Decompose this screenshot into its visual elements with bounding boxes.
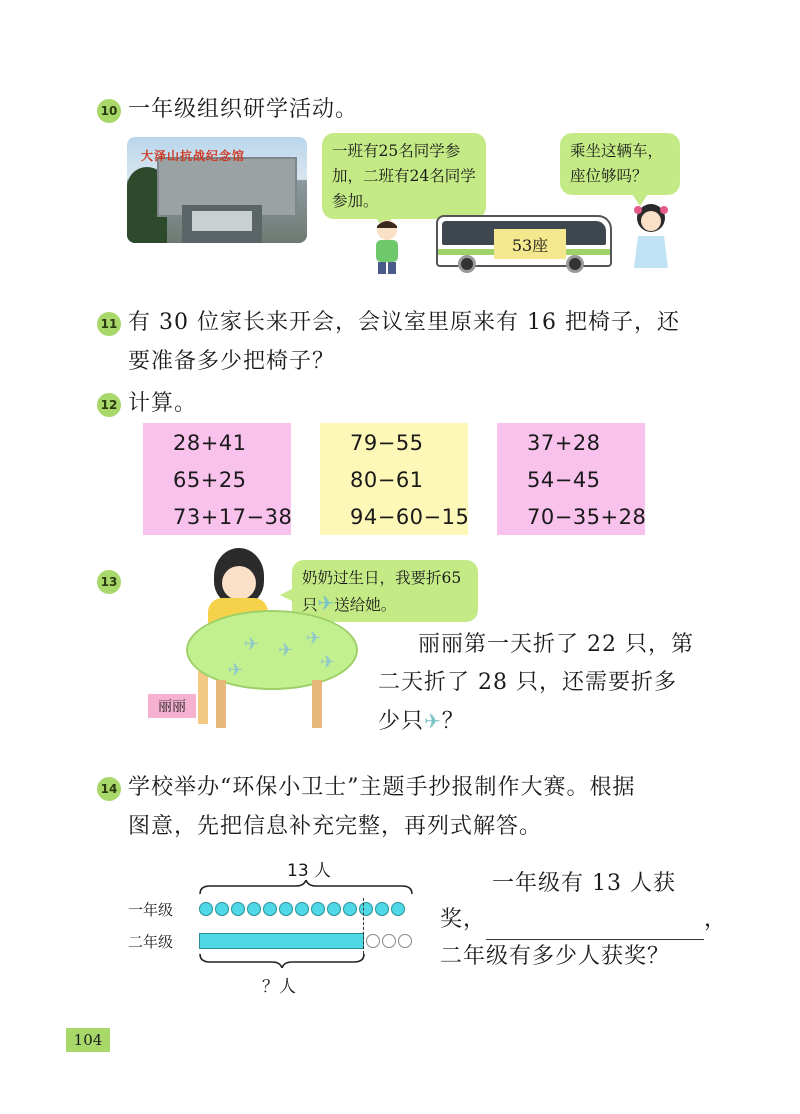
memorial-photo — [127, 137, 307, 243]
filled-circle — [375, 902, 389, 916]
problem-number-10: 10 — [97, 99, 121, 123]
photo-caption: 大泽山抗战纪念馆 — [141, 149, 246, 163]
problem-14-right-line2 — [440, 900, 727, 940]
empty-circle — [382, 934, 396, 948]
bubble-girl-text: 乘坐这辆车，座位够吗？ — [570, 142, 664, 185]
bubble-boy-text: 一班有25名同学参加，二班有24名同学参加。 — [332, 142, 476, 210]
paper-crane-icon: ✈ — [228, 660, 244, 681]
girl-figure-icon — [630, 202, 672, 272]
filled-circle — [215, 902, 229, 916]
bubble-lili-end: 送给她。 — [334, 596, 397, 614]
bus-seat-sign: 53座 — [494, 229, 566, 259]
calc-group-3 — [497, 423, 645, 535]
bubble-lili-text: 奶奶过生日，我要折65只 — [302, 569, 462, 614]
paper-crane-icon: ✈ — [278, 640, 294, 661]
problem-13-line3-text: 少只 — [378, 709, 425, 734]
problem-number-14: 14 — [97, 777, 121, 801]
problem-14-line1: 学校举办“环保小卫士”主题手抄报制作大赛。根据 — [128, 775, 636, 800]
filled-circle — [263, 902, 277, 916]
filled-circle — [359, 902, 373, 916]
calc-expression: 37+28 — [527, 431, 601, 455]
filled-circle — [231, 902, 245, 916]
top-brace — [198, 880, 414, 896]
right-line2-end: ， — [704, 907, 728, 932]
bus-wheel-rear — [566, 255, 584, 273]
filled-circle — [391, 902, 405, 916]
calc-expression: 80−61 — [350, 468, 424, 492]
bottom-bracket-label: ？人 — [262, 977, 296, 997]
calc-group-1 — [143, 423, 291, 535]
filled-circle — [343, 902, 357, 916]
calc-group-2 — [320, 423, 468, 535]
problem-13-line2: 二天折了 28 只，还需要折多 — [378, 670, 677, 695]
problem-number-12: 12 — [97, 393, 121, 417]
paper-crane-icon: ✈ — [317, 591, 335, 615]
calc-expression: 73+17−38 — [173, 505, 293, 529]
table-leg — [312, 680, 322, 728]
grade2-bar — [199, 933, 364, 949]
problem-13-line1: 丽丽第一天折了 22 只，第 — [418, 632, 694, 657]
calc-expression: 54−45 — [527, 468, 601, 492]
filled-circle — [311, 902, 325, 916]
speech-bubble-boy — [322, 133, 486, 219]
paper-crane-icon: ✈ — [424, 709, 442, 733]
problem-12-text: 计算。 — [128, 391, 198, 416]
calc-expression: 79−55 — [350, 431, 424, 455]
problem-10-text: 一年级组织研学活动。 — [128, 97, 359, 122]
problem-number-11: 11 — [97, 312, 121, 336]
building-entrance — [182, 205, 262, 243]
table-leg — [216, 680, 226, 728]
lili-face — [222, 566, 256, 600]
problem-13-line3-end: ？ — [441, 709, 465, 734]
round-table — [186, 610, 358, 690]
filled-circle — [199, 902, 213, 916]
speech-bubble-girl — [560, 133, 680, 195]
filled-circle — [279, 902, 293, 916]
paper-crane-icon: ✈ — [306, 628, 322, 649]
name-tag-lili: 丽丽 — [148, 694, 196, 718]
filled-circle — [327, 902, 341, 916]
problem-number-13: 13 — [97, 570, 121, 594]
paper-crane-icon: ✈ — [244, 634, 260, 655]
problem-14-right-line1: 一年级有 13 人获 — [492, 871, 676, 896]
page-number: 104 — [66, 1028, 110, 1052]
filled-circle — [247, 902, 261, 916]
boy-figure-icon — [362, 218, 412, 274]
bus-wheel-front — [458, 255, 476, 273]
bottom-brace — [198, 952, 366, 968]
comparison-dashed-line — [363, 898, 364, 954]
row-label-grade1: 一年级 — [128, 901, 174, 919]
calc-expression: 94−60−15 — [350, 505, 470, 529]
calc-expression: 28+41 — [173, 431, 247, 455]
bus-icon — [436, 215, 612, 267]
right-line2-start: 奖， — [440, 907, 487, 932]
filled-circle — [295, 902, 309, 916]
empty-circle — [398, 934, 412, 948]
row-label-grade2: 二年级 — [128, 933, 174, 951]
bubble-lili-tail — [280, 588, 294, 602]
problem-14-right-line3: 二年级有多少人获奖？ — [440, 944, 671, 969]
problem-11-line1: 有 30 位家长来开会，会议室里原来有 16 把椅子，还 — [128, 310, 680, 335]
empty-circle — [366, 934, 380, 948]
problem-11-line2: 要准备多少把椅子？ — [128, 349, 336, 374]
paper-crane-icon: ✈ — [320, 652, 336, 673]
calc-expression: 70−35+28 — [527, 505, 647, 529]
problem-14-line2: 图意，先把信息补充完整，再列式解答。 — [128, 814, 543, 839]
problem-13-line3 — [378, 701, 465, 742]
speech-bubble-lili — [292, 560, 478, 622]
calc-expression: 65+25 — [173, 468, 247, 492]
top-bracket-label: 13 人 — [287, 861, 332, 881]
